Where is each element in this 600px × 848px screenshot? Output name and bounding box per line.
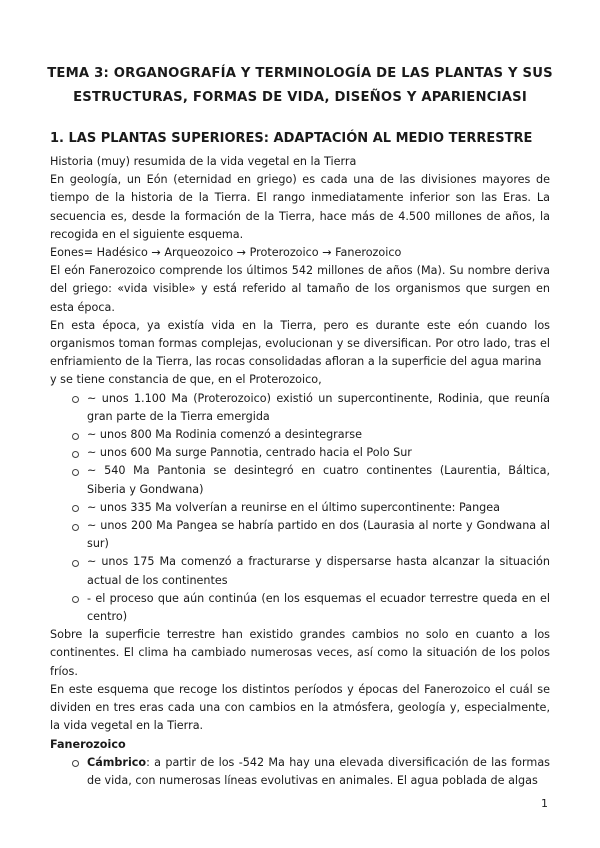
paragraph-scheme-periods: En este esquema que recoge los distintos períodos y épocas del Fanerozoico el cuál se dividen en tres eras cada una con cambios en la atmósfera, geología y, especialmente, la vida vegetal en la Tierra. bbox=[50, 682, 550, 733]
paragraph-eon-definition: En geología, un Eón (eternidad en griego) es cada una de las divisiones mayores de tiempo de la historia de la Tierra. El rango inmediatamente inferior son las Eras. La secuencia es, desde la formación de la Tierra, hace más de 4.500 millones de años, la recogida en el siguiente esquema. bbox=[50, 173, 550, 241]
intro-line: Historia (muy) resumida de la vida vegetal en la Tierra bbox=[50, 155, 357, 168]
hollow-bullet-icon bbox=[72, 396, 79, 403]
subheading-fanerozoico: Fanerozoico bbox=[50, 737, 126, 751]
hollow-bullet-icon bbox=[72, 505, 79, 512]
page-number: 1 bbox=[541, 797, 548, 810]
hollow-bullet-icon bbox=[72, 760, 79, 767]
period-list bbox=[50, 754, 550, 790]
eons-sequence: Eones= Hadésico → Arqueozoico → Proterozoico → Fanerozoico bbox=[50, 246, 402, 260]
term-cambrico: Cámbrico bbox=[87, 755, 147, 769]
hollow-bullet-icon bbox=[72, 451, 79, 458]
paragraph-surface-changes: Sobre la superficie terrestre han existido grandes cambios no solo en cuanto a los continentes. El clima ha cambiado numerosas veces, así como la situación de los polos fríos. bbox=[50, 628, 550, 678]
document-body bbox=[50, 153, 550, 790]
list-item: ~ unos 175 Ma comenzó a fracturarse y dispersarse hasta alcanzar la situación actual de los continentes bbox=[50, 553, 550, 589]
paragraph-proterozoic-lead: y se tiene constancia de que, en el Proterozoico, bbox=[50, 373, 322, 387]
paragraph-phanerozoic: El eón Fanerozoico comprende los últimos 542 millones de años (Ma). Su nombre deriva del griego: «vida visible» y está referido al tamaño de los organismos que surgen en esta época. bbox=[50, 264, 550, 314]
list-item: ~ unos 335 Ma volverían a reunirse en el último supercontinente: Pangea bbox=[50, 499, 550, 517]
hollow-bullet-icon bbox=[72, 524, 79, 531]
supercontinent-timeline-list bbox=[50, 390, 550, 627]
hollow-bullet-icon bbox=[72, 560, 79, 567]
hollow-bullet-icon bbox=[72, 469, 79, 476]
list-item: ~ unos 1.100 Ma (Proterozoico) existió un supercontinente, Rodinia, que reunía gran parte de la Tierra emergida bbox=[50, 390, 550, 426]
list-item: ~ unos 600 Ma surge Pannotia, centrado hacia el Polo Sur bbox=[50, 444, 550, 462]
document-title: TEMA 3: ORGANOGRAFÍA Y TERMINOLOGÍA DE LAS PLANTAS Y SUS ESTRUCTURAS, FORMAS DE VIDA, DISEÑOS Y APARIENCIASI bbox=[47, 66, 553, 105]
hollow-bullet-icon bbox=[72, 433, 79, 440]
paragraph-life-complexity: En esta época, ya existía vida en la Tierra, pero es durante este eón cuando los organismos toman formas complejas, evolucionan y se diversifican. Por otro lado, tras el enfriamiento de la Tierra, las rocas consolidadas afloran a la superficie del agua marina bbox=[50, 318, 550, 369]
list-item: ~ unos 800 Ma Rodinia comenzó a desintegrarse bbox=[50, 426, 550, 444]
section-heading: 1. LAS PLANTAS SUPERIORES: ADAPTACIÓN AL MEDIO TERRESTRE bbox=[50, 131, 533, 146]
list-item: ~ 540 Ma Pantonia se desintegró en cuatro continentes (Laurentia, Báltica, Siberia y Gondwana) bbox=[50, 462, 550, 498]
list-item: ~ unos 200 Ma Pangea se habría partido en dos (Laurasia al norte y Gondwana al sur) bbox=[50, 517, 550, 553]
cambrico-description: : a partir de los -542 Ma hay una elevada diversificación de las formas de vida, con numerosas líneas evolutivas en animales. El agua poblada de algas bbox=[87, 755, 550, 787]
list-item-cambrico bbox=[50, 754, 550, 790]
hollow-bullet-icon bbox=[72, 596, 79, 603]
list-item: - el proceso que aún continúa (en los esquemas el ecuador terrestre queda en el centro) bbox=[50, 590, 550, 626]
